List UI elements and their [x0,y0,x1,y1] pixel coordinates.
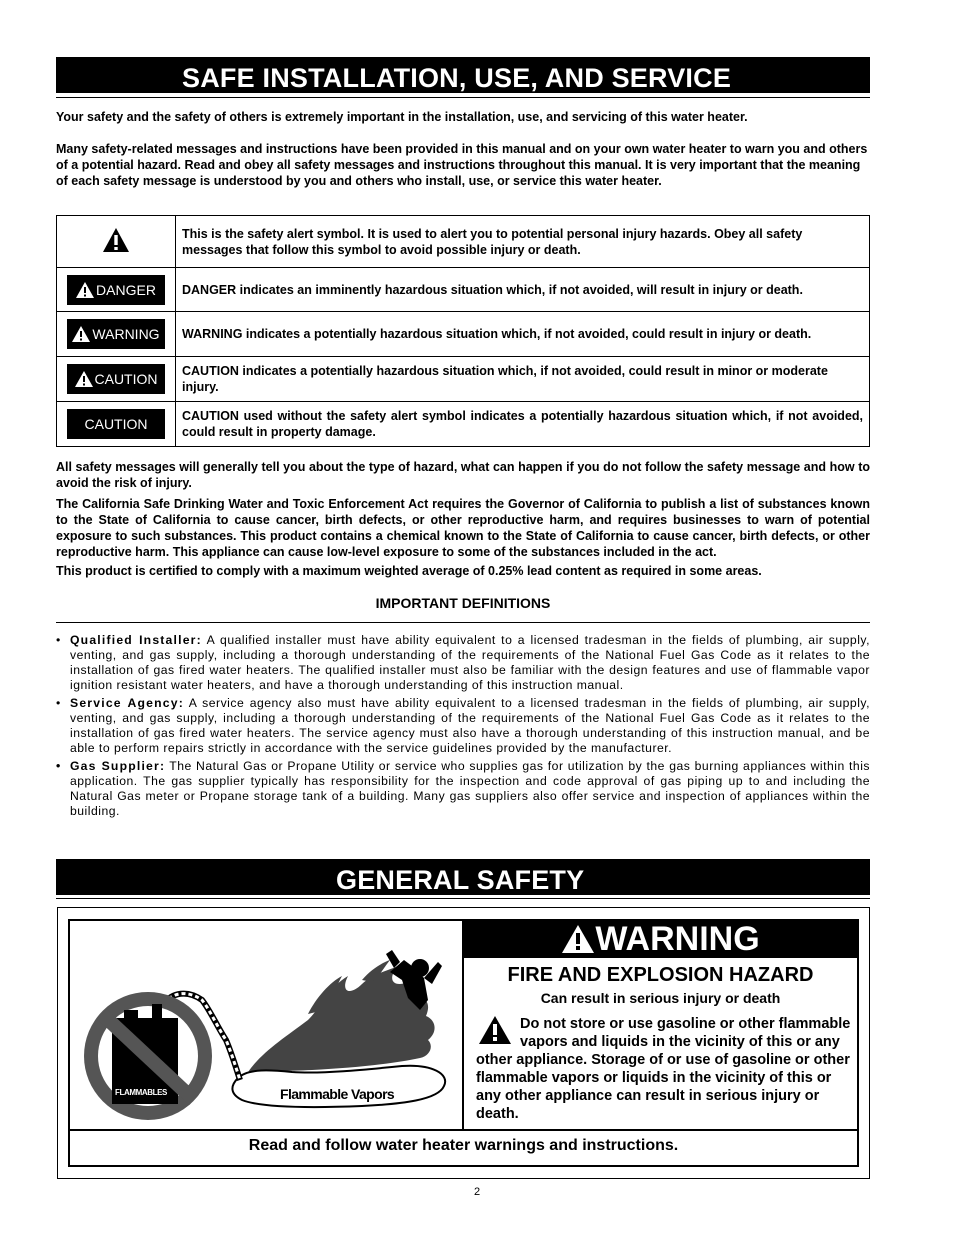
definition-text: A qualified installer must have ability equivalent to a licensed tradesman in the fields of plumbing, air supply, venting, and gas supply, including a thorough understanding of the requirements of the National Fuel Gas Code as it relates to the installation of gas fired water heaters. The qualified installer must also be familiar with the design features and use of flammable vapor ignition resistant water heaters, and have a thorough understanding of this instruction manual. [70,633,870,692]
bullet-icon: • [56,633,61,647]
table-row [57,357,870,402]
bullet-icon: • [56,759,61,773]
notes-paragraph-1: All safety messages will generally tell you about the type of hazard, what can happen if you do not follow the safety message and how to avoid the risk of injury. [56,460,870,490]
table-row [57,268,870,312]
warning-badge [67,319,165,349]
warning-footer: Read and follow water heater warnings and instructions. [248,1137,679,1154]
list-item [56,696,870,756]
signal-description: WARNING indicates a potentially hazardous situation which, if not avoided, could result in injury or death. [176,312,870,357]
caution-plain-badge-label: CAUTION [84,416,148,432]
alert-triangle-icon [561,924,595,954]
definition-term: Gas Supplier: [70,759,166,773]
danger-badge [67,275,165,305]
notes-paragraph-3: This product is certified to comply with a maximum weighted average of 0.25% lead content as required in some areas. [56,564,762,578]
alert-triangle-icon [72,326,90,342]
page-number: 2 [473,1186,481,1198]
hazard-text: Do not store or use gasoline or other flammable vapors and liquids in the vicinity of this or any other appliance. Storage of or use of gasoline or other flammable vapors or liquids in the vicinity of this or any other appliance can result in serious injury or death. [476,1016,851,1122]
definitions-list [56,633,870,822]
section-banner-general-safety [56,859,870,895]
intro-paragraph-1: Your safety and the safety of others is extremely important in the installation, use, and servicing of this water heater. [56,110,748,124]
table-row [57,402,870,447]
definition-term: Qualified Installer: [70,633,202,647]
warning-header [463,920,858,958]
definition-text: A service agency also must have ability equivalent to a licensed tradesman in the fields of plumbing, air supply, venting, and gas supply, including a thorough understanding of the requirements of the National Fuel Gas Code as it relates to the installation of gas fired water heaters. The service agency must also have a thorough understanding of this instruction manual, and be able to perform repairs strictly in accordance with the service guidelines provided by the manufacturer. [70,696,870,755]
warning-badge-label: WARNING [92,326,160,342]
caution-badge-cell [57,357,176,402]
signal-description: CAUTION indicates a potentially hazardous situation which, if not avoided, could result in minor or moderate injury. [176,357,870,402]
caution-badge [67,364,165,394]
table-row [57,312,870,357]
banner-underline [56,898,870,899]
section-banner-safe-installation [56,57,870,93]
hazard-subtitle: Can result in serious injury or death [540,990,781,1006]
definition-text: The Natural Gas or Propane Utility or service who supplies gas for utilization by the gas burning appliances within this application. The gas supplier typically has responsibility for the inspection and code approval of gas piping up to and including the Natural Gas meter or Propane storage tank of a building. Many gas suppliers also offer service and inspection of appliances within the building. [70,759,871,818]
signal-word-table [56,215,870,447]
banner-underline [56,97,870,98]
table-row [57,216,870,268]
alert-triangle-icon [75,371,93,387]
warning-label-divider [68,1129,859,1131]
section-title: GENERAL SAFETY [336,865,585,895]
hazard-instructions [476,1015,854,1123]
intro-paragraph-2: Many safety-related messages and instructions have been provided in this manual and on your own water heater to warn you and others of a potential hazard. Read and obey all safety messages and instructions throughout this manual. It is very important that the meaning of each safety message is understood by you and others who install, use, or service this water heater. [56,142,868,188]
signal-description: CAUTION used without the safety alert symbol indicates a potentially hazardous situation which, if not avoided, could result in property damage. [176,402,870,447]
bullet-icon: • [56,696,61,710]
list-item [56,759,870,819]
flammable-vapors-illustration [72,940,458,1126]
caution-plain-badge-cell [57,402,176,447]
section-title: SAFE INSTALLATION, USE, AND SERVICE [182,63,732,93]
danger-badge-label: DANGER [96,281,156,298]
warning-badge-cell [57,312,176,357]
definitions-title: IMPORTANT DEFINITIONS [375,595,551,611]
list-item [56,633,870,693]
danger-badge-cell [57,268,176,312]
safety-alert-icon [102,227,130,253]
safety-alert-icon [478,1015,512,1045]
warning-header-label: WARNING [595,919,760,958]
alert-triangle-icon [76,282,94,298]
flammable-vapors-label: Flammable Vapors [280,1086,395,1102]
signal-description: This is the safety alert symbol. It is used to alert you to potential personal injury hazards. Obey all safety messages that follow this symbol to avoid possible injury or death. [176,216,870,268]
definitions-rule [56,622,870,623]
safety-alert-cell [57,216,176,268]
flammables-can-label: FLAMMABLES [115,1088,167,1097]
hazard-title: FIRE AND EXPLOSION HAZARD [507,964,814,986]
signal-description: DANGER indicates an imminently hazardous situation which, if not avoided, will result in injury or death. [176,268,870,312]
caution-badge-label: CAUTION [94,371,158,387]
definition-term: Service Agency: [70,696,184,710]
caution-plain-badge [67,409,165,439]
notes-paragraph-2: The California Safe Drinking Water and Toxic Enforcement Act requires the Governor of California to publish a list of substances known to the State of California to cause cancer, birth defects, or other reproductive harm, and requires businesses to warn of potential exposure to such substances. This product contains a chemical known to the State of California to cause cancer, birth defects, or other reproductive harm. This appliance can cause low-level exposure to some of the substances included in the act. [56,497,870,559]
